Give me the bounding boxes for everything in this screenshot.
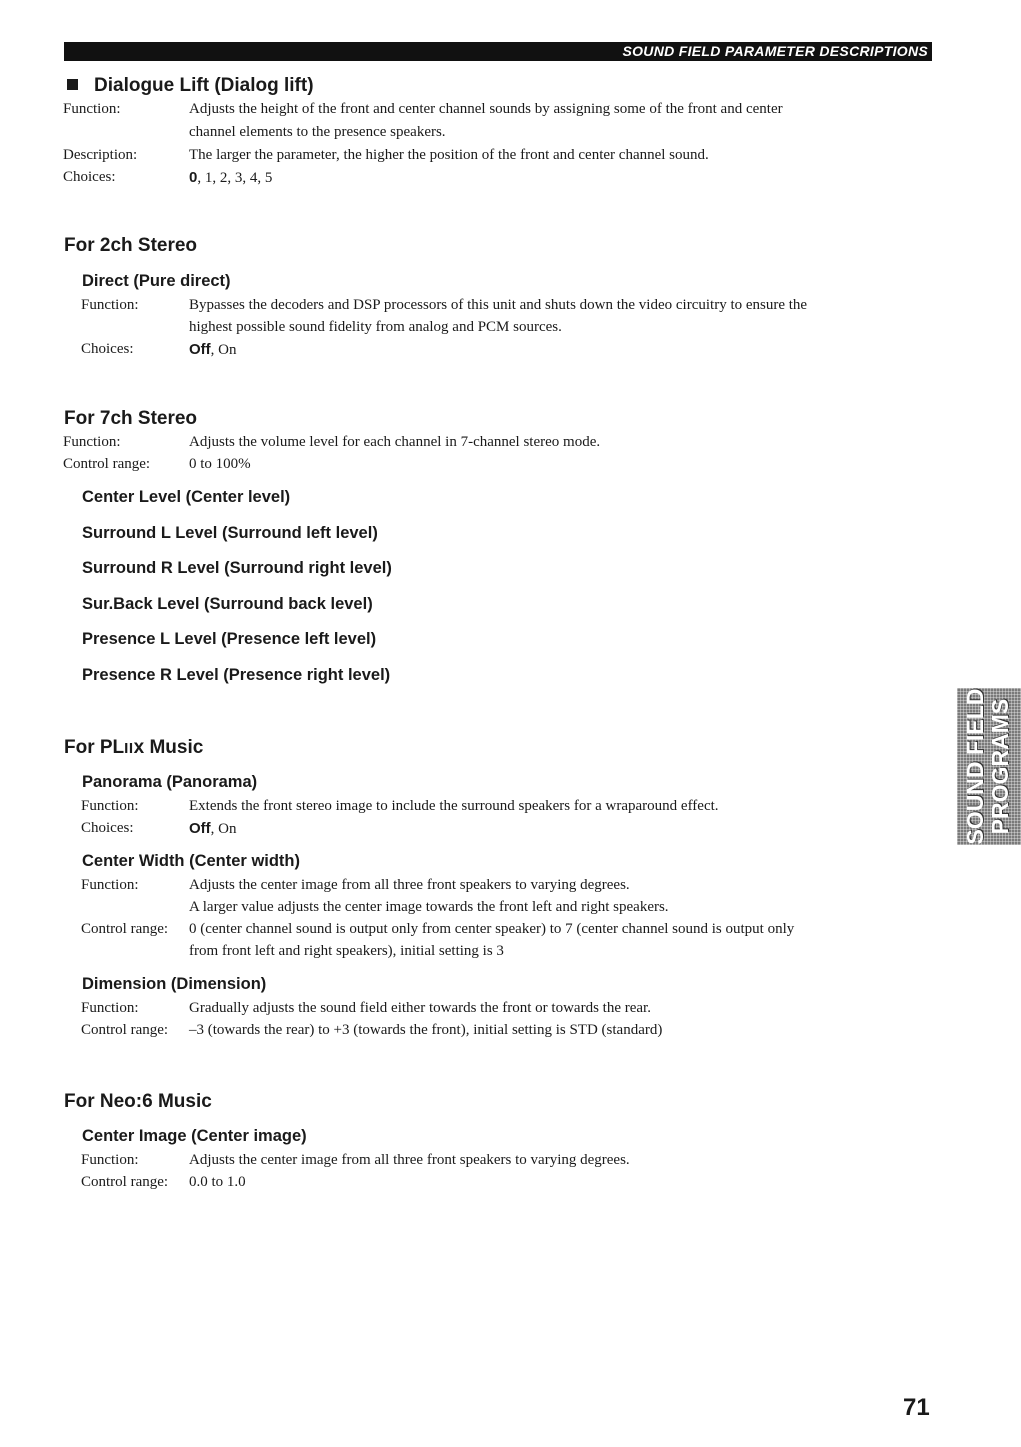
header-title: SOUND FIELD PARAMETER DESCRIPTIONS [622,43,928,59]
plllx-music-heading [64,737,203,759]
center-image-range-label: Control range: [81,1174,169,1190]
dimension-function-text: Gradually adjusts the sound field either towards the front or towards the rear. [189,1000,651,1016]
plllx-heading-roman: II [124,740,134,757]
panorama-function-label: Function: [81,798,139,814]
dialogue-lift-description-text: The larger the parameter, the higher the position of the front and center channel sound. [189,147,709,163]
direct-function-label: Function: [81,297,139,313]
dialogue-lift-function-text-1: Adjusts the height of the front and center channel sounds by assigning some of the front and center [189,101,783,117]
direct-choices-label: Choices: [81,341,134,357]
panorama-function-text: Extends the front stereo image to include the surround speakers for a wraparound effect. [189,798,719,814]
dimension-heading: Dimension (Dimension) [82,975,267,993]
page-number: 71 [903,1394,930,1421]
neo6-music-heading: For Neo:6 Music [64,1091,212,1112]
center-image-heading: Center Image (Center image) [82,1127,307,1145]
dialogue-lift-function-text-2: channel elements to the presence speakers. [189,124,446,140]
center-width-function-text-1: Adjusts the center image from all three front speakers to varying degrees. [189,877,630,893]
center-image-function-text: Adjusts the center image from all three front speakers to varying degrees. [189,1152,630,1168]
panorama-heading: Panorama (Panorama) [82,773,258,791]
square-bullet-icon [67,79,78,90]
dialogue-lift-choices-label: Choices: [63,169,116,185]
surround-r-level-heading: Surround R Level (Surround right level) [82,559,392,577]
dialogue-lift-choices-rest: , 1, 2, 3, 4, 5 [197,170,273,186]
side-tab-text [957,688,1021,845]
panorama-choices-default: Off [189,820,211,837]
dimension-range-label: Control range: [81,1022,169,1038]
panorama-choices [189,820,237,838]
sound-field-programs-tab [957,688,1021,845]
center-width-heading: Center Width (Center width) [82,852,301,870]
direct-heading: Direct (Pure direct) [82,272,231,290]
dialogue-lift-choices-default: 0 [189,169,198,186]
dialogue-lift-heading [67,75,314,97]
header-bar [64,42,932,61]
plllx-heading-suffix: x Music [133,737,204,758]
dialogue-lift-choices [189,169,272,187]
dialogue-lift-description-label: Description: [63,147,138,163]
side-tab-line-1: SOUND FIELD [962,688,988,845]
plllx-heading-prefix: For PL [64,737,125,758]
center-image-function-label: Function: [81,1152,139,1168]
stereo-7ch-function-text: Adjusts the volume level for each channel in 7-channel stereo mode. [189,434,601,450]
direct-choices-rest: , On [210,342,237,358]
presence-l-level-heading: Presence L Level (Presence left level) [82,630,377,648]
dialogue-lift-heading-text: Dialogue Lift (Dialog lift) [94,75,314,96]
panorama-choices-rest: , On [210,821,237,837]
surround-l-level-heading: Surround L Level (Surround left level) [82,524,378,542]
dimension-range-text: –3 (towards the rear) to +3 (towards the front), initial setting is STD (standard) [189,1022,663,1038]
sur-back-level-heading: Sur.Back Level (Surround back level) [82,595,373,613]
stereo-7ch-heading: For 7ch Stereo [64,408,198,429]
stereo-7ch-range-label: Control range: [63,456,151,472]
direct-function-text-1: Bypasses the decoders and DSP processors of this unit and shuts down the video circuitry to ensure the [189,297,808,313]
center-width-function-label: Function: [81,877,139,893]
stereo-7ch-function-label: Function: [63,434,121,450]
dimension-function-label: Function: [81,1000,139,1016]
stereo-2ch-heading: For 2ch Stereo [64,235,198,256]
stereo-7ch-range-text: 0 to 100% [189,456,251,472]
center-width-range-label: Control range: [81,921,169,937]
presence-r-level-heading: Presence R Level (Presence right level) [82,666,391,684]
direct-choices-default: Off [189,341,211,358]
direct-function-text-2: highest possible sound fidelity from analog and PCM sources. [189,319,562,335]
panorama-choices-label: Choices: [81,820,134,836]
dialogue-lift-function-label: Function: [63,101,121,117]
center-width-range-text-2: from front left and right speakers), initial setting is 3 [189,943,504,959]
center-level-heading: Center Level (Center level) [82,488,291,506]
side-tab-line-2: PROGRAMS [987,698,1013,835]
direct-choices [189,341,237,359]
center-width-function-text-2: A larger value adjusts the center image towards the front left and right speakers. [189,899,669,915]
center-image-range-text: 0.0 to 1.0 [189,1174,246,1190]
center-width-range-text-1: 0 (center channel sound is output only from center speaker) to 7 (center channel sound is output only [189,921,795,937]
